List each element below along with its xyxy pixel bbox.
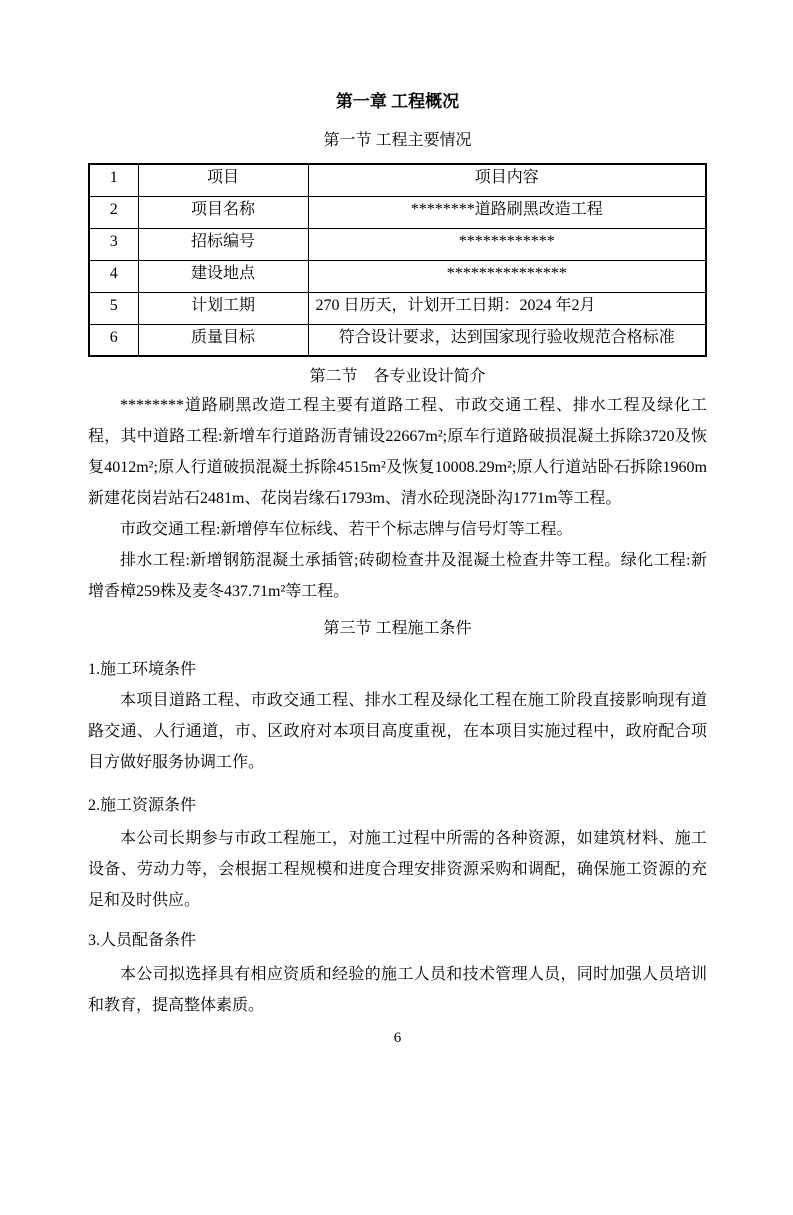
document-page (0, 93, 793, 1215)
row-number-cell: 6 (89, 324, 138, 356)
content-cell: ************ (308, 228, 706, 260)
page-number: 6 (393, 1030, 402, 1046)
item-cell: 项目 (138, 164, 308, 196)
table-row (89, 164, 706, 196)
table-row (89, 324, 706, 356)
section2-paragraph-2: 市政交通工程:新增停车位标线、若干个标志牌与信号灯等工程。 (120, 521, 573, 538)
table-row (89, 228, 706, 260)
content-cell: 符合设计要求，达到国家现行验收规范合格标准 (308, 324, 706, 356)
section2-paragraph-3: 排水工程:新增钢筋混凝土承插管;砖砌检查井及混凝土检查井等工程。绿化工程:新增香樟259株及麦冬437.71m²等工程。 (88, 552, 707, 600)
content-cell: 项目内容 (308, 164, 706, 196)
row-number-cell: 5 (89, 292, 138, 324)
table-row (89, 292, 706, 324)
condition-heading-3: 3.人员配备条件 (88, 932, 197, 949)
content-cell: *************** (308, 260, 706, 292)
condition-heading-1: 1.施工环境条件 (88, 661, 197, 678)
item-cell: 计划工期 (138, 292, 308, 324)
section2-paragraph-1: ********道路刷黑改造工程主要有道路工程、市政交通工程、排水工程及绿化工程，其中道路工程:新增车行道路沥青铺设22667m²;原车行道路破损混凝土拆除3720及恢复4012m²;原人行道破损混凝土拆除4515m²及恢复10008.29m²;原人行道站卧石拆除1960m新建花岗岩站石2481m、花岗岩缘石1793m、清水砼现浇卧沟1771m等工程。 (88, 397, 707, 507)
row-number-cell: 3 (89, 228, 138, 260)
condition-paragraph-1: 本项目道路工程、市政交通工程、排水工程及绿化工程在施工阶段直接影响现有道路交通、人行通道，市、区政府对本项目高度重视，在本项目实施过程中，政府配合项目方做好服务协调工作。 (88, 692, 707, 771)
section2-title: 第二节 各专业设计简介 (309, 368, 486, 385)
row-number-cell: 2 (89, 196, 138, 228)
section1-title: 第一节 工程主要情况 (323, 132, 472, 149)
chapter-title: 第一章 工程概况 (335, 92, 460, 111)
content-cell: ********道路刷黑改造工程 (308, 196, 706, 228)
project-info-table (88, 163, 707, 357)
row-number-cell: 1 (89, 164, 138, 196)
row-number-cell: 4 (89, 260, 138, 292)
item-cell: 质量目标 (138, 324, 308, 356)
item-cell: 项目名称 (138, 196, 308, 228)
condition-paragraph-2: 本公司长期参与市政工程施工，对施工过程中所需的各种资源，如建筑材料、施工设备、劳动力等，会根据工程规模和进度合理安排资源采购和调配，确保施工资源的充足和及时供应。 (88, 830, 707, 909)
content-cell: 270 日历天，计划开工日期：2024 年2月 (308, 292, 706, 324)
table-row (89, 260, 706, 292)
item-cell: 建设地点 (138, 260, 308, 292)
item-cell: 招标编号 (138, 228, 308, 260)
table-row (89, 196, 706, 228)
section3-title: 第三节 工程施工条件 (323, 620, 472, 637)
condition-paragraph-3: 本公司拟选择具有相应资质和经验的施工人员和技术管理人员，同时加强人员培训和教育，提高整体素质。 (88, 966, 707, 1014)
condition-heading-2: 2.施工资源条件 (88, 797, 197, 814)
